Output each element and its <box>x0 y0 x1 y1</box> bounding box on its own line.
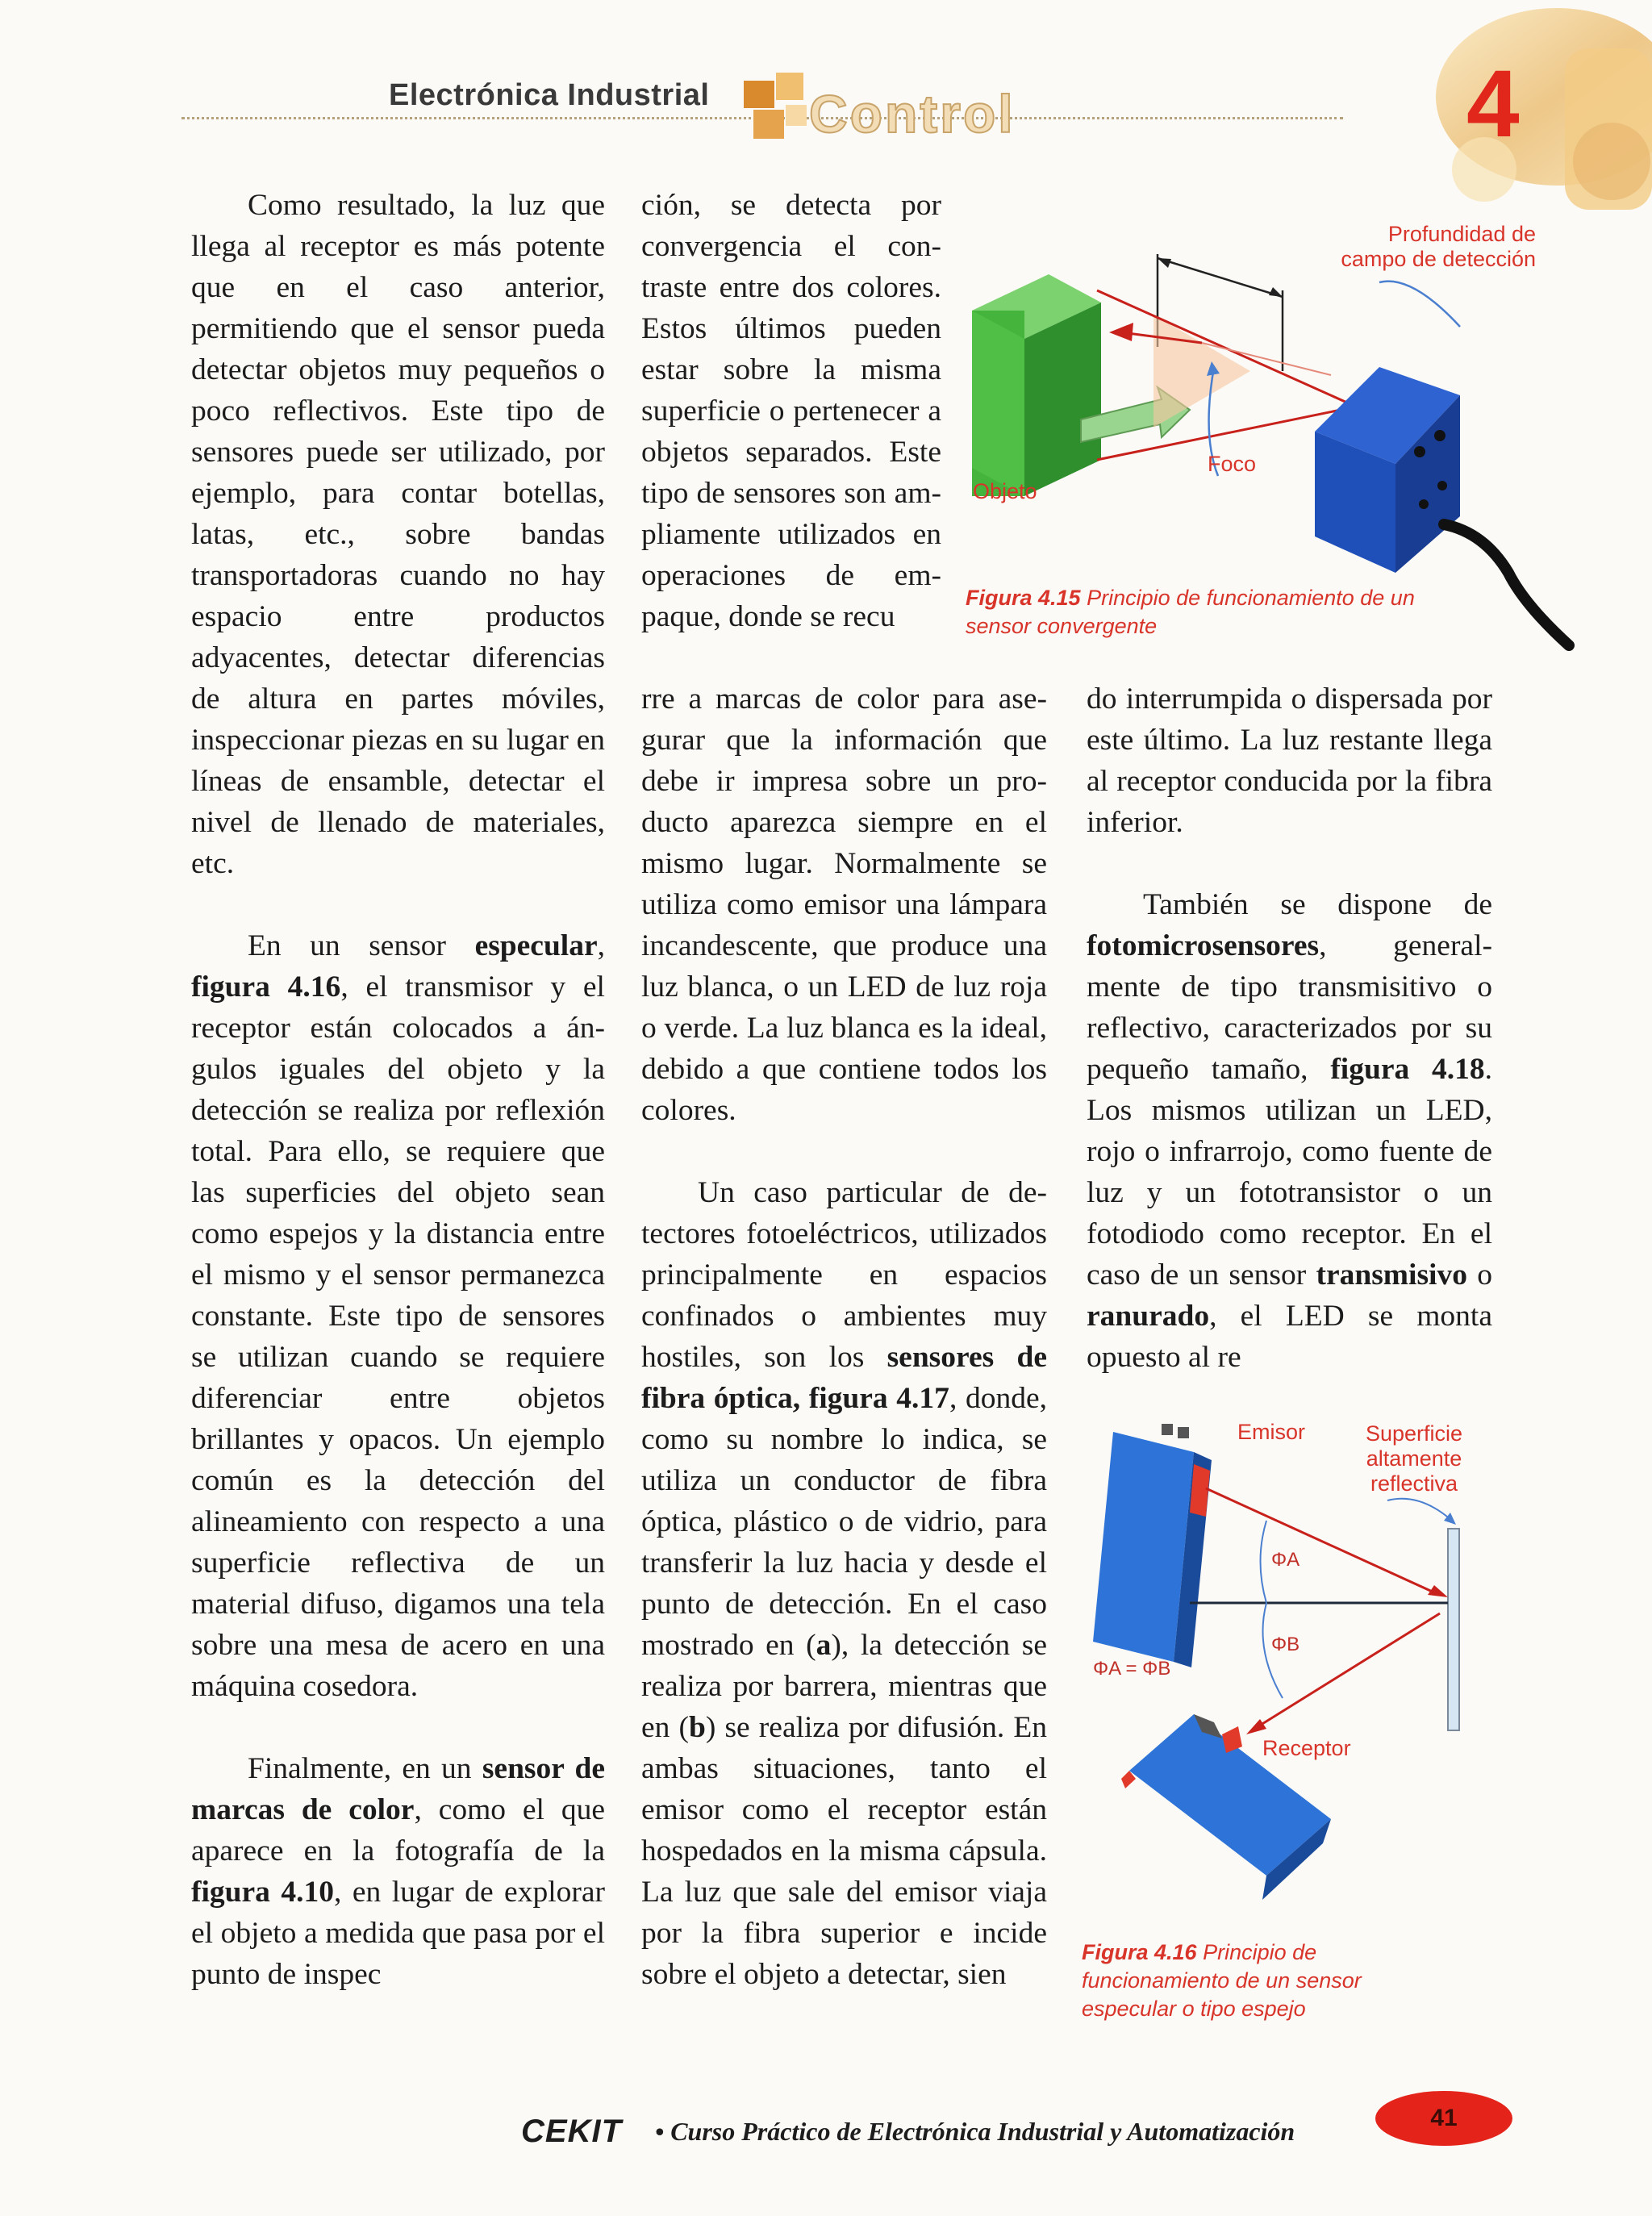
paragraph: ción, se detecta por convergencia el contraste entre dos colores. Estos últimos pueden estar sobre la misma superficie o pertenecer a objetos separados. Este tipo de sensores son ampliamente utilizados en operaciones de empaque, donde se recu <box>641 189 941 633</box>
header-title: Electrónica Industrial <box>389 78 710 112</box>
label-reflective-surface: Superficie altamente reflectiva <box>1365 1421 1463 1496</box>
emitter-sensor <box>1093 1424 1212 1667</box>
page-number: 41 <box>1430 2105 1458 2131</box>
control-logo-squares-icon <box>744 73 808 142</box>
label-depth-of-field: Profundidad de campo de detección <box>1341 222 1536 271</box>
cekit-logo: CEKIT <box>521 2114 622 2149</box>
text-column-2-top <box>641 185 941 637</box>
text-column-3-top <box>1087 678 1492 843</box>
paragraph: También se dispone de fotomicrosensores, generalmente de tipo transmisitivo o reflectivo, caracterizados por su pequeño tamaño, figura 4.18. Los mismos utilizan un LED, rojo o infrarrojo, como fuente de luz y un fototransistor o un fotodiodo como receptor. En el caso de un sensor transmisivo o ranurado, el LED se monta opuesto al re <box>1087 888 1492 1374</box>
label-emitter: Emisor <box>1237 1420 1306 1444</box>
figure-4-15-caption: Figura 4.15 Principio de funcionamiento de un sensor convergente <box>966 586 1415 638</box>
label-phi-a: ΦA <box>1271 1549 1300 1571</box>
paragraph: rre a marcas de color para asegurar que la información que debe ir impresa sobre un producto aparezca siempre en el mismo lugar. Normalmente se utiliza como emisor una lámpara incandescente, que produce una luz blanca, o un LED de luz roja o verde. La luz blanca es la ideal, debido a que contiene todos los colores. <box>641 682 1047 1127</box>
label-angle-equal: ΦA = ΦB <box>1093 1658 1171 1680</box>
object-box <box>972 274 1101 496</box>
focus-zone <box>1153 315 1250 428</box>
label-receiver: Receptor <box>1262 1736 1351 1760</box>
paragraph: Un caso particular de detectores fotoeléctricos, utilizados principalmente en espacios confinados o ambientes muy hostiles, son los sensores de fibra óptica, figura 4.17, donde, como su nombre lo indica, se utiliza un conductor de fibra óptica, plástico o de vidrio, para transferir la luz hacia y desde el punto de detección. En el caso mostrado en (a), la detección se realiza por barrera, mientras que en (b) se realiza por difusión. En ambas situaciones, tanto el emisor como el receptor están hospedados en la misma cápsula. La luz que sale del emisor viaja por la fibra superior e incide sobre el objeto a detectar, sien <box>641 1176 1047 1991</box>
text-column-3 <box>1087 884 1492 1378</box>
chapter-number: 4 <box>1466 51 1520 157</box>
text-column-1 <box>191 185 605 1995</box>
text-column-2 <box>641 678 1047 1995</box>
page-number-badge <box>1375 2091 1512 2146</box>
label-phi-b: ΦB <box>1271 1634 1300 1655</box>
paragraph: do interrumpida o dispersada por este último. La luz restante llega al receptor conducida por la fibra inferior. <box>1087 682 1492 839</box>
figure-4-16-caption: Figura 4.16 Principio de funcionamiento de un sensor especular o tipo espejo <box>1082 1940 1362 2021</box>
section-title: Control <box>809 84 1016 144</box>
footer-course-title: • Curso Práctico de Electrónica Industrial y Automatización <box>655 2117 1295 2146</box>
label-focus: Foco <box>1208 452 1257 476</box>
reflective-surface <box>1448 1529 1459 1730</box>
paragraph: En un sensor especular, figura 4.16, el transmisor y el receptor están colocados a ángulos iguales del objeto y la detección se realiza por reflexión total. Para ello, se requiere que las superficies del objeto sean como espejos y la distancia entre el mismo y el sensor permanezca constante. Este tipo de sensores se utilizan cuando se requiere diferenciar entre objetos brillantes y opacos. Un ejemplo común es la detección del alineamiento con respecto a una superficie reflectiva de un material difuso, digamos una tela sobre una mesa de acero en una máquina cosedora. <box>191 929 605 1703</box>
paragraph: Finalmente, en un sensor de marcas de color, como el que aparece en la fotografía de la figura 4.10, en lugar de explorar el objeto a medida que pasa por el punto de inspec <box>191 1752 606 1991</box>
label-object: Objeto <box>973 479 1037 503</box>
paragraph: Como resultado, la luz que llega al receptor es más potente que en el caso anterior, permitiendo que el sensor pueda detectar objetos muy pequeños o poco reflectivos. Este tipo de sensores puede ser utilizado, por ejemplo, para contar botellas, latas, etc., sobre bandas transportadoras cuando no hay espacio entre productos adyacentes, detectar diferencias de altura en partes móviles, inspeccionar piezas en su lugar en líneas de ensamble, detectar el nivel de llenado de materiales, etc. <box>191 189 605 880</box>
